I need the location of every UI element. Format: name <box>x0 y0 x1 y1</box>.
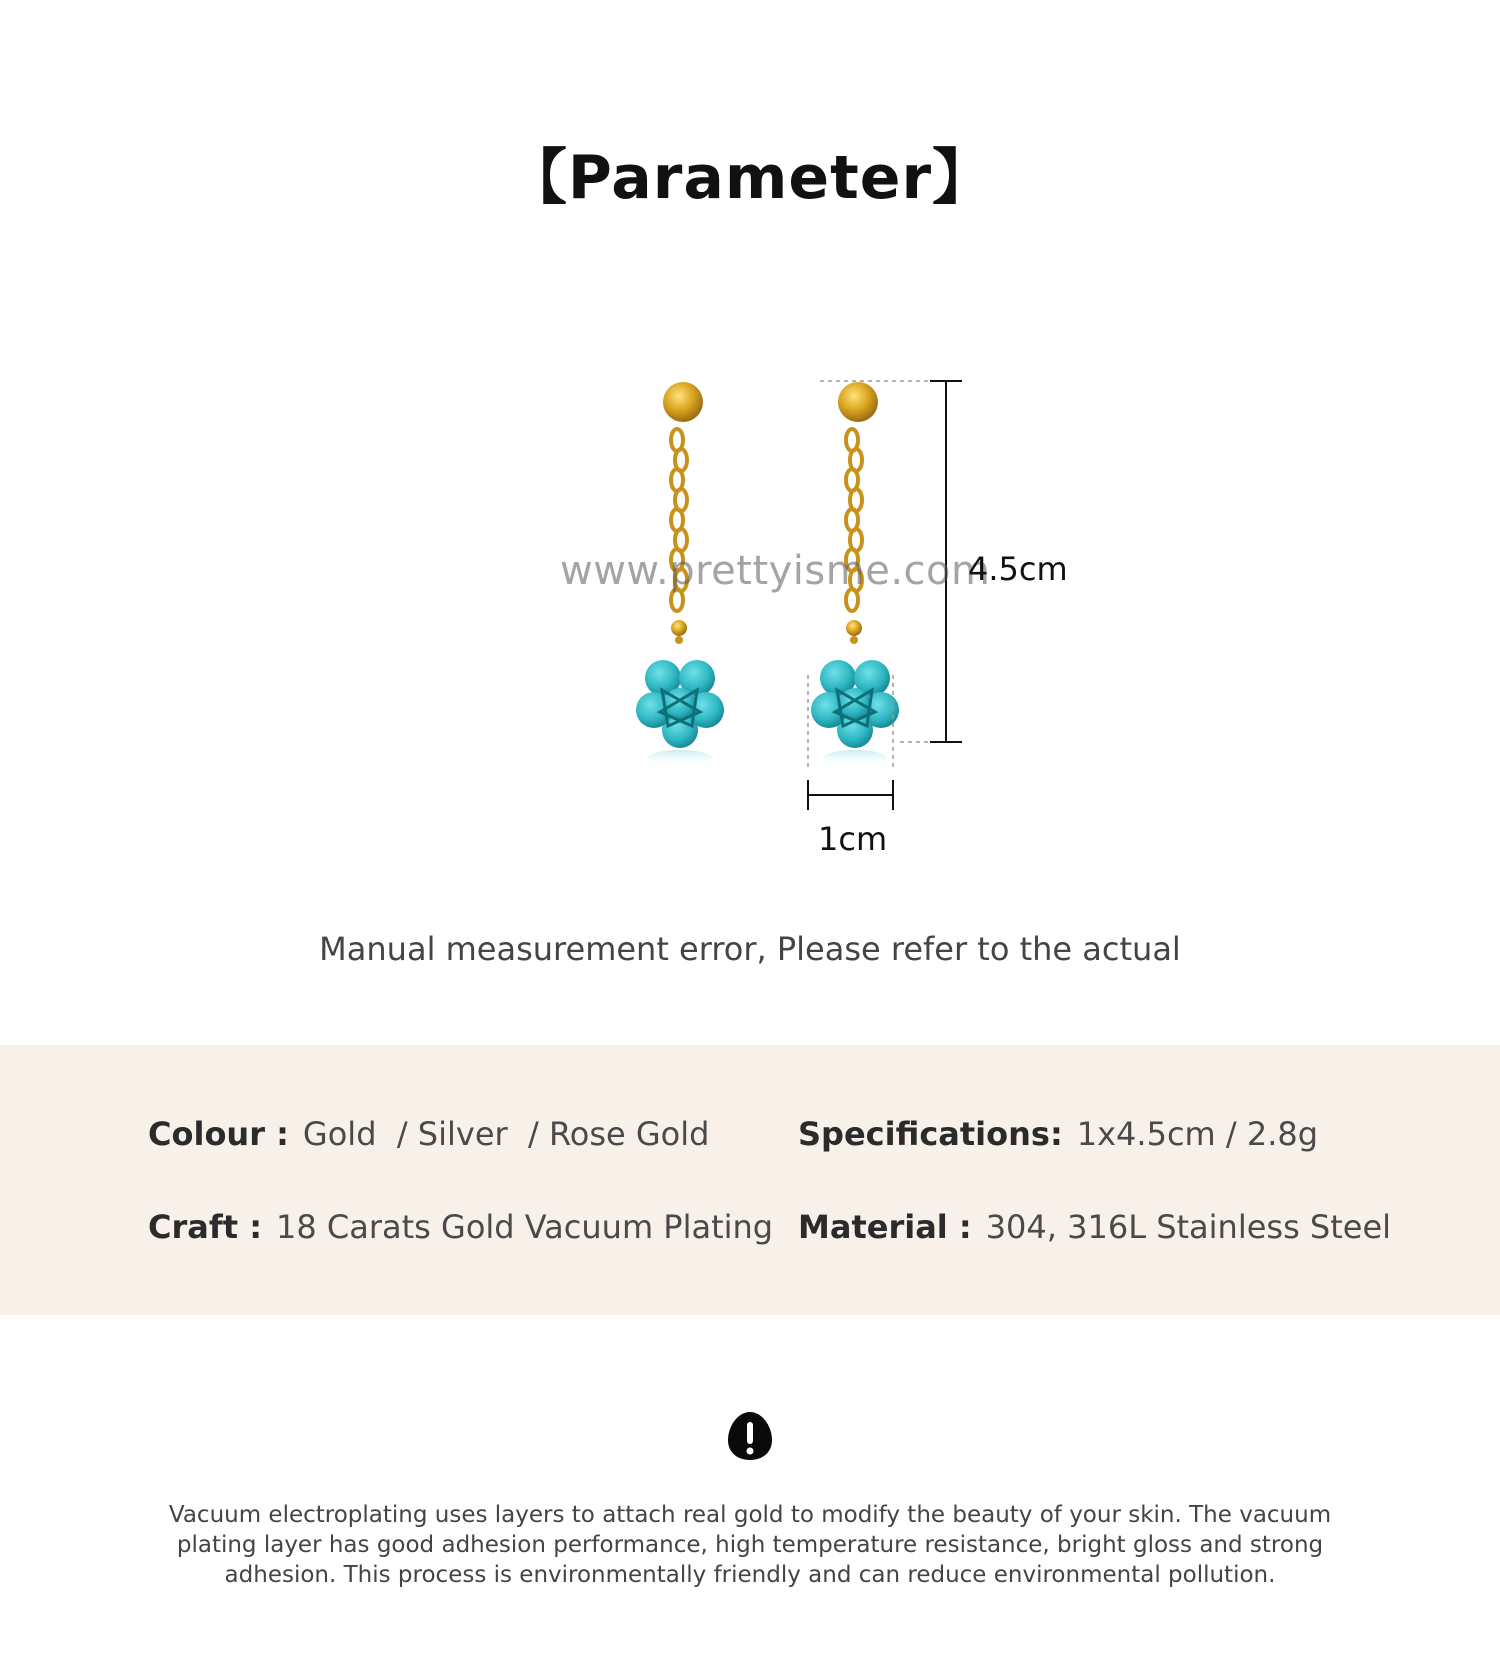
spec-colour-value: Gold / Silver / Rose Gold <box>302 1115 710 1153</box>
earrings-svg <box>0 340 1500 880</box>
spec-material-value: 304, 316L Stainless Steel <box>985 1208 1392 1246</box>
spec-band <box>0 1045 1500 1315</box>
plating-note: Vacuum electroplating uses layers to attach real gold to modify the beauty of your skin. The vacuum plating layer has good adhesion performance, high temperature resistance, bright gloss and strong adhesion. This process is environmentally friendly and can reduce environmental pollution. <box>168 1502 1332 1588</box>
spec-specifications-value: 1x4.5cm / 2.8g <box>1076 1115 1319 1153</box>
exclamation-icon <box>726 1410 774 1462</box>
spec-craft-value: 18 Carats Gold Vacuum Plating <box>276 1208 774 1246</box>
spec-craft-label: Craft : <box>148 1208 263 1246</box>
spec-colour-label: Colour : <box>148 1115 289 1153</box>
watermark: www.prettyisme.com <box>560 548 991 594</box>
spec-specifications-label: Specifications: <box>798 1115 1063 1153</box>
spec-material <box>798 1208 1391 1246</box>
height-label: 4.5cm <box>968 550 1068 588</box>
spec-material-label: Material : <box>798 1208 972 1246</box>
measurement-disclaimer: Manual measurement error, Please refer to the actual <box>319 930 1181 968</box>
width-label: 1cm <box>818 820 888 858</box>
spec-colour <box>148 1115 709 1153</box>
spec-craft <box>148 1208 773 1246</box>
spec-specifications <box>798 1115 1318 1153</box>
page-title: 【Parameter】 <box>506 143 994 213</box>
product-illustration <box>0 340 1500 880</box>
